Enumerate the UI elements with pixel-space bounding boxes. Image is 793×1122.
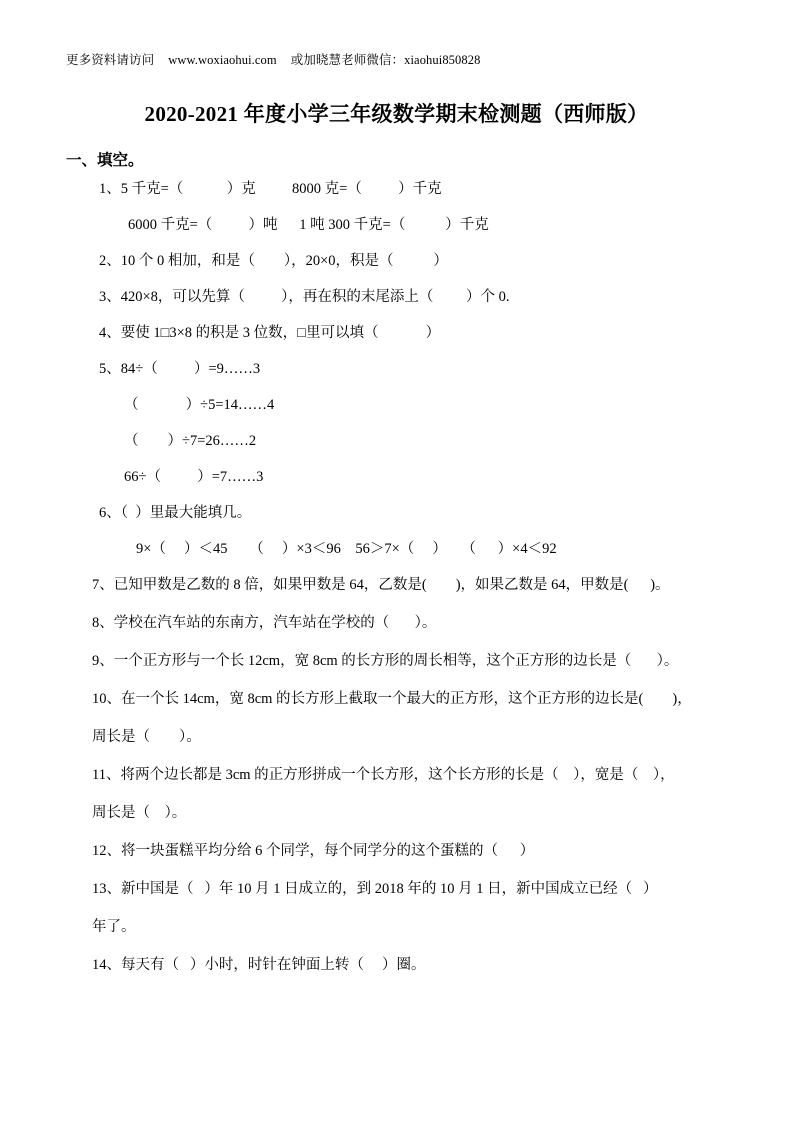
question-10-line-2: 周长是（ ）。 (92, 729, 201, 745)
spacer (0, 523, 793, 540)
question-5-line-2: （ ）÷5=14……4 (124, 397, 275, 413)
question-1-line-2: 6000 千克=（ ）吨 1 吨 300 千克=（ ）千克 (128, 217, 489, 233)
spacer (0, 415, 793, 432)
promo-wechat: 或加晓慧老师微信：xiaohui850828 (290, 53, 481, 67)
spacer (0, 307, 793, 324)
question-11-line-2: 周长是（ ）。 (92, 805, 187, 821)
question-6-line-2: 9×（ ）＜45 （ ）×3＜96 56＞7×（ ） （ ）×4＜92 (136, 541, 557, 557)
promo-prefix: 更多资料请访问 (66, 53, 155, 67)
question-12-line-1: 12、将一块蛋糕平均分给 6 个同学，每个同学分的这个蛋糕的（ ） (92, 843, 535, 859)
section-heading-fill-in-blank: 一、填空。 (66, 152, 144, 169)
spacer (0, 709, 793, 728)
spacer (0, 823, 793, 842)
spacer (0, 671, 793, 690)
promo-header (66, 52, 480, 68)
question-8-line-1: 8、学校在汽车站的东南方，汽车站在学校的（ ）。 (92, 615, 437, 631)
spacer (0, 785, 793, 804)
spacer (0, 451, 793, 468)
spacer (0, 861, 793, 880)
question-2-line-1: 2、10 个 0 相加，和是（ ），20×0，积是（ ） (99, 253, 448, 269)
question-5-line-1: 5、84÷（ ）=9……3 (99, 361, 261, 377)
question-1-line-1: 1、5 千克=（ ）克 8000 克=（ ）千克 (99, 181, 442, 197)
spacer (0, 633, 793, 652)
spacer (0, 235, 793, 252)
question-9-line-1: 9、一个正方形与一个长 12cm，宽 8cm 的长方形的周长相等，这个正方形的边长是（ ）。 (92, 653, 679, 669)
spacer (0, 343, 793, 360)
spacer (0, 899, 793, 918)
spacer (0, 379, 793, 396)
spacer (0, 595, 793, 614)
question-10-line-1: 10、在一个长 14cm，宽 8cm 的长方形上截取一个最大的正方形，这个正方形的边长是( )， (92, 691, 692, 707)
spacer (0, 559, 793, 576)
question-5-line-3: （ ）÷7=26……2 (124, 433, 257, 449)
spacer (0, 937, 793, 956)
question-13-line-1: 13、新中国是（ ）年 10 月 1 日成立的，到 2018 年的 10 月 1 日，新中国成立已经（ ） (92, 881, 658, 897)
question-list (0, 180, 793, 975)
question-6-line-1: 6、（ ）里最大能填几。 (99, 505, 252, 521)
question-14-line-1: 14、每天有（ ）小时，时针在钟面上转（ ）圈。 (92, 957, 426, 973)
question-4-line-1: 4、要使 1□3×8 的积是 3 位数，□里可以填（ ） (99, 325, 441, 341)
question-7-line-1: 7、已知甲数是乙数的 8 倍，如果甲数是 64，乙数是( )，如果乙数是 64，甲数是( )。 (92, 577, 670, 593)
question-11-line-1: 11、将两个边长都是 3cm 的正方形拼成一个长方形，这个长方形的长是（ ），宽是（ ）， (92, 767, 675, 783)
question-5-line-4: 66÷（ ）=7……3 (124, 469, 264, 485)
question-3-line-1: 3、420×8，可以先算（ ），再在积的末尾添上（ ）个 0. (99, 289, 510, 305)
spacer (0, 271, 793, 288)
promo-website: www.woxiaohui.com (168, 53, 277, 67)
page-title: 2020-2021 年度小学三年级数学期末检测题（西师版） (144, 102, 649, 126)
question-13-line-2: 年了。 (92, 919, 136, 935)
spacer (0, 199, 793, 216)
spacer (0, 747, 793, 766)
spacer (0, 487, 793, 504)
